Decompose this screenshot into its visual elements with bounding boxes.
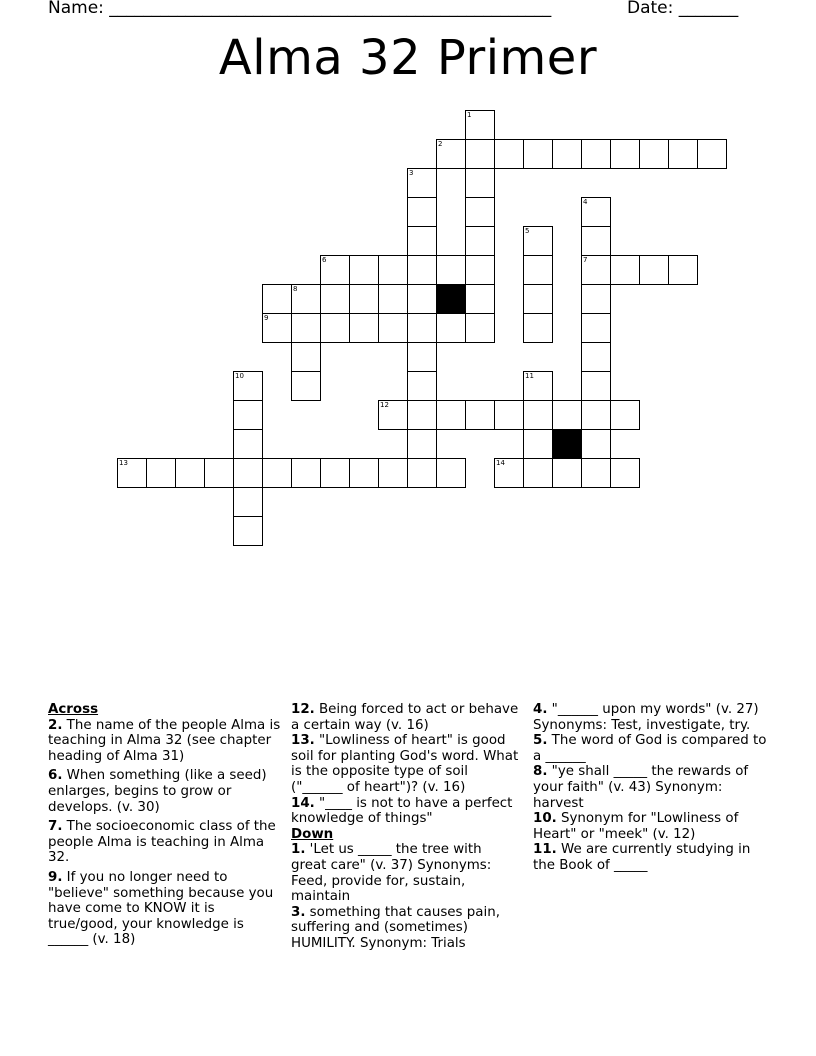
crossword-cell[interactable] <box>233 371 263 401</box>
crossword-cell[interactable] <box>407 197 437 227</box>
crossword-cell[interactable] <box>668 255 698 285</box>
crossword-cell[interactable] <box>465 313 495 343</box>
crossword-cell[interactable] <box>407 313 437 343</box>
crossword-cell[interactable] <box>523 458 553 488</box>
crossword-cell[interactable] <box>291 342 321 372</box>
crossword-cell[interactable] <box>523 226 553 256</box>
clue-number: 10 <box>235 372 244 380</box>
crossword-cell[interactable] <box>610 139 640 169</box>
crossword-cell[interactable] <box>407 168 437 198</box>
across-clue-14: 14. "____ is not to have a perfect knowledge of things" <box>291 795 513 827</box>
crossword-cell[interactable] <box>465 168 495 198</box>
crossword-cell[interactable] <box>146 458 176 488</box>
crossword-cell[interactable] <box>291 313 321 343</box>
clue-number: 7 <box>583 256 588 264</box>
down-clue-11: 11. We are currently studying in the Book of _____ <box>533 842 751 873</box>
crossword-cell[interactable] <box>407 226 437 256</box>
crossword-cell[interactable] <box>581 255 611 285</box>
down-clue-5: 5. The word of God is compared to a ______ <box>533 733 767 764</box>
across-clue-13: 13. "Lowliness of heart" is good soil for planting God's word. What is the opposite type of soil ("______ of heart")? (v. 16) <box>291 733 519 795</box>
crossword-cell[interactable] <box>465 284 495 314</box>
crossword-cell[interactable] <box>262 458 292 488</box>
clue-number: 8 <box>293 285 298 293</box>
crossword-cell[interactable] <box>523 255 553 285</box>
crossword-cell[interactable] <box>465 400 495 430</box>
crossword-cell[interactable] <box>552 139 582 169</box>
crossword-cell[interactable] <box>523 371 553 401</box>
crossword-cell[interactable] <box>581 197 611 227</box>
crossword-cell[interactable] <box>378 458 408 488</box>
down-heading: Down <box>291 826 334 842</box>
down-clue-1: 1. 'Let us _____ the tree with great care" (v. 37) Synonyms: Feed, provide for, sustain, maintain <box>291 842 492 905</box>
crossword-cell[interactable] <box>320 458 350 488</box>
crossword-cell[interactable] <box>610 458 640 488</box>
crossword-cell[interactable] <box>349 255 379 285</box>
crossword-cell[interactable] <box>436 139 466 169</box>
crossword-cell[interactable] <box>436 255 466 285</box>
crossword-cell[interactable] <box>291 458 321 488</box>
clues-column-2 <box>291 702 521 952</box>
clues-column-1 <box>48 702 284 952</box>
crossword-cell[interactable] <box>233 458 263 488</box>
crossword-cell[interactable] <box>407 255 437 285</box>
crossword-cell[interactable] <box>233 400 263 430</box>
crossword-cell[interactable] <box>291 371 321 401</box>
clue-number: 5 <box>525 227 530 235</box>
crossword-cell[interactable] <box>581 284 611 314</box>
crossword-cell[interactable] <box>465 197 495 227</box>
clue-number: 14 <box>496 459 505 467</box>
crossword-cell[interactable] <box>262 284 292 314</box>
crossword-cell[interactable] <box>465 110 495 140</box>
crossword-cell[interactable] <box>233 487 263 517</box>
crossword-cell[interactable] <box>378 284 408 314</box>
clue-number: 12 <box>380 401 389 409</box>
crossword-cell[interactable] <box>378 400 408 430</box>
crossword-cell[interactable] <box>320 313 350 343</box>
crossword-cell[interactable] <box>639 255 669 285</box>
crossword-block-cell <box>552 429 582 459</box>
crossword-cell[interactable] <box>581 342 611 372</box>
clue-number: 1 <box>467 111 472 119</box>
crossword-cell[interactable] <box>523 284 553 314</box>
crossword-cell[interactable] <box>378 255 408 285</box>
crossword-cell[interactable] <box>407 284 437 314</box>
down-clue-3: 3. something that causes pain, suffering and (sometimes) HUMILITY. Synonym: Trials <box>291 904 500 951</box>
crossword-cell[interactable] <box>523 429 553 459</box>
crossword-cell[interactable] <box>552 400 582 430</box>
crossword-cell[interactable] <box>407 429 437 459</box>
name-field-label: Name: ____________________________________________________ <box>48 0 552 18</box>
crossword-cell[interactable] <box>697 139 727 169</box>
clue-number: 4 <box>583 198 588 206</box>
crossword-cell[interactable] <box>494 400 524 430</box>
across-clue-7: 7. The socioeconomic class of the people Alma is teaching in Alma 32. <box>48 819 276 866</box>
crossword-cell[interactable] <box>465 255 495 285</box>
crossword-cell[interactable] <box>668 139 698 169</box>
crossword-cell[interactable] <box>465 226 495 256</box>
across-clue-12: 12. Being forced to act or behave a certain way (v. 16) <box>291 702 519 733</box>
crossword-cell[interactable] <box>349 313 379 343</box>
date-field-label: Date: _______ <box>627 0 739 18</box>
crossword-cell[interactable] <box>523 400 553 430</box>
crossword-cell[interactable] <box>523 139 553 169</box>
crossword-cell[interactable] <box>581 371 611 401</box>
across-heading: Across <box>48 702 99 717</box>
clue-number: 2 <box>438 140 443 148</box>
across-clue-2: 2. The name of the people Alma is teaching in Alma 32 (see chapter heading of Alma 31) <box>48 717 281 764</box>
crossword-cell[interactable] <box>465 139 495 169</box>
clues-column-3 <box>533 702 769 874</box>
crossword-cell[interactable] <box>494 458 524 488</box>
crossword-cell[interactable] <box>610 255 640 285</box>
crossword-cell[interactable] <box>407 371 437 401</box>
crossword-cell[interactable] <box>581 400 611 430</box>
crossword-cell[interactable] <box>494 139 524 169</box>
crossword-cell[interactable] <box>436 400 466 430</box>
crossword-cell[interactable] <box>378 313 408 343</box>
crossword-cell[interactable] <box>610 400 640 430</box>
clue-number: 9 <box>264 314 269 322</box>
clue-number: 6 <box>322 256 327 264</box>
crossword-cell[interactable] <box>407 458 437 488</box>
crossword-block-cell <box>436 284 466 314</box>
crossword-cell[interactable] <box>581 429 611 459</box>
crossword-cell[interactable] <box>407 400 437 430</box>
page-title: Alma 32 Primer <box>218 30 598 86</box>
crossword-cell[interactable] <box>262 313 292 343</box>
crossword-cell[interactable] <box>320 284 350 314</box>
crossword-cell[interactable] <box>117 458 147 488</box>
crossword-cell[interactable] <box>204 458 234 488</box>
down-clue-8: 8. "ye shall _____ the rewards of your faith" (v. 43) Synonym: harvest <box>533 764 749 811</box>
crossword-cell[interactable] <box>233 516 263 546</box>
crossword-cell[interactable] <box>436 458 466 488</box>
down-clue-4: 4. "______ upon my words" (v. 27) Synonyms: Test, investigate, try. <box>533 702 759 733</box>
down-clue-10: 10. Synonym for "Lowliness of Heart" or "meek" (v. 12) <box>533 811 739 842</box>
clue-number: 11 <box>525 372 534 380</box>
crossword-cell[interactable] <box>436 313 466 343</box>
crossword-cell[interactable] <box>175 458 205 488</box>
crossword-cell[interactable] <box>581 313 611 343</box>
clue-number: 13 <box>119 459 128 467</box>
crossword-cell[interactable] <box>320 255 350 285</box>
crossword-cell[interactable] <box>581 458 611 488</box>
crossword-cell[interactable] <box>349 284 379 314</box>
crossword-cell[interactable] <box>552 458 582 488</box>
crossword-cell[interactable] <box>639 139 669 169</box>
crossword-cell[interactable] <box>349 458 379 488</box>
crossword-cell[interactable] <box>581 139 611 169</box>
crossword-cell[interactable] <box>581 226 611 256</box>
crossword-cell[interactable] <box>291 284 321 314</box>
crossword-cell[interactable] <box>523 313 553 343</box>
crossword-cell[interactable] <box>407 342 437 372</box>
clue-number: 3 <box>409 169 414 177</box>
crossword-cell[interactable] <box>233 429 263 459</box>
across-clue-6: 6. When something (like a seed) enlarges, begins to grow or develops. (v. 30) <box>48 768 267 815</box>
across-clue-9: 9. If you no longer need to "believe" something because you have come to KNOW it is true/good, your knowledge is ______ (v. 18) <box>48 869 274 948</box>
